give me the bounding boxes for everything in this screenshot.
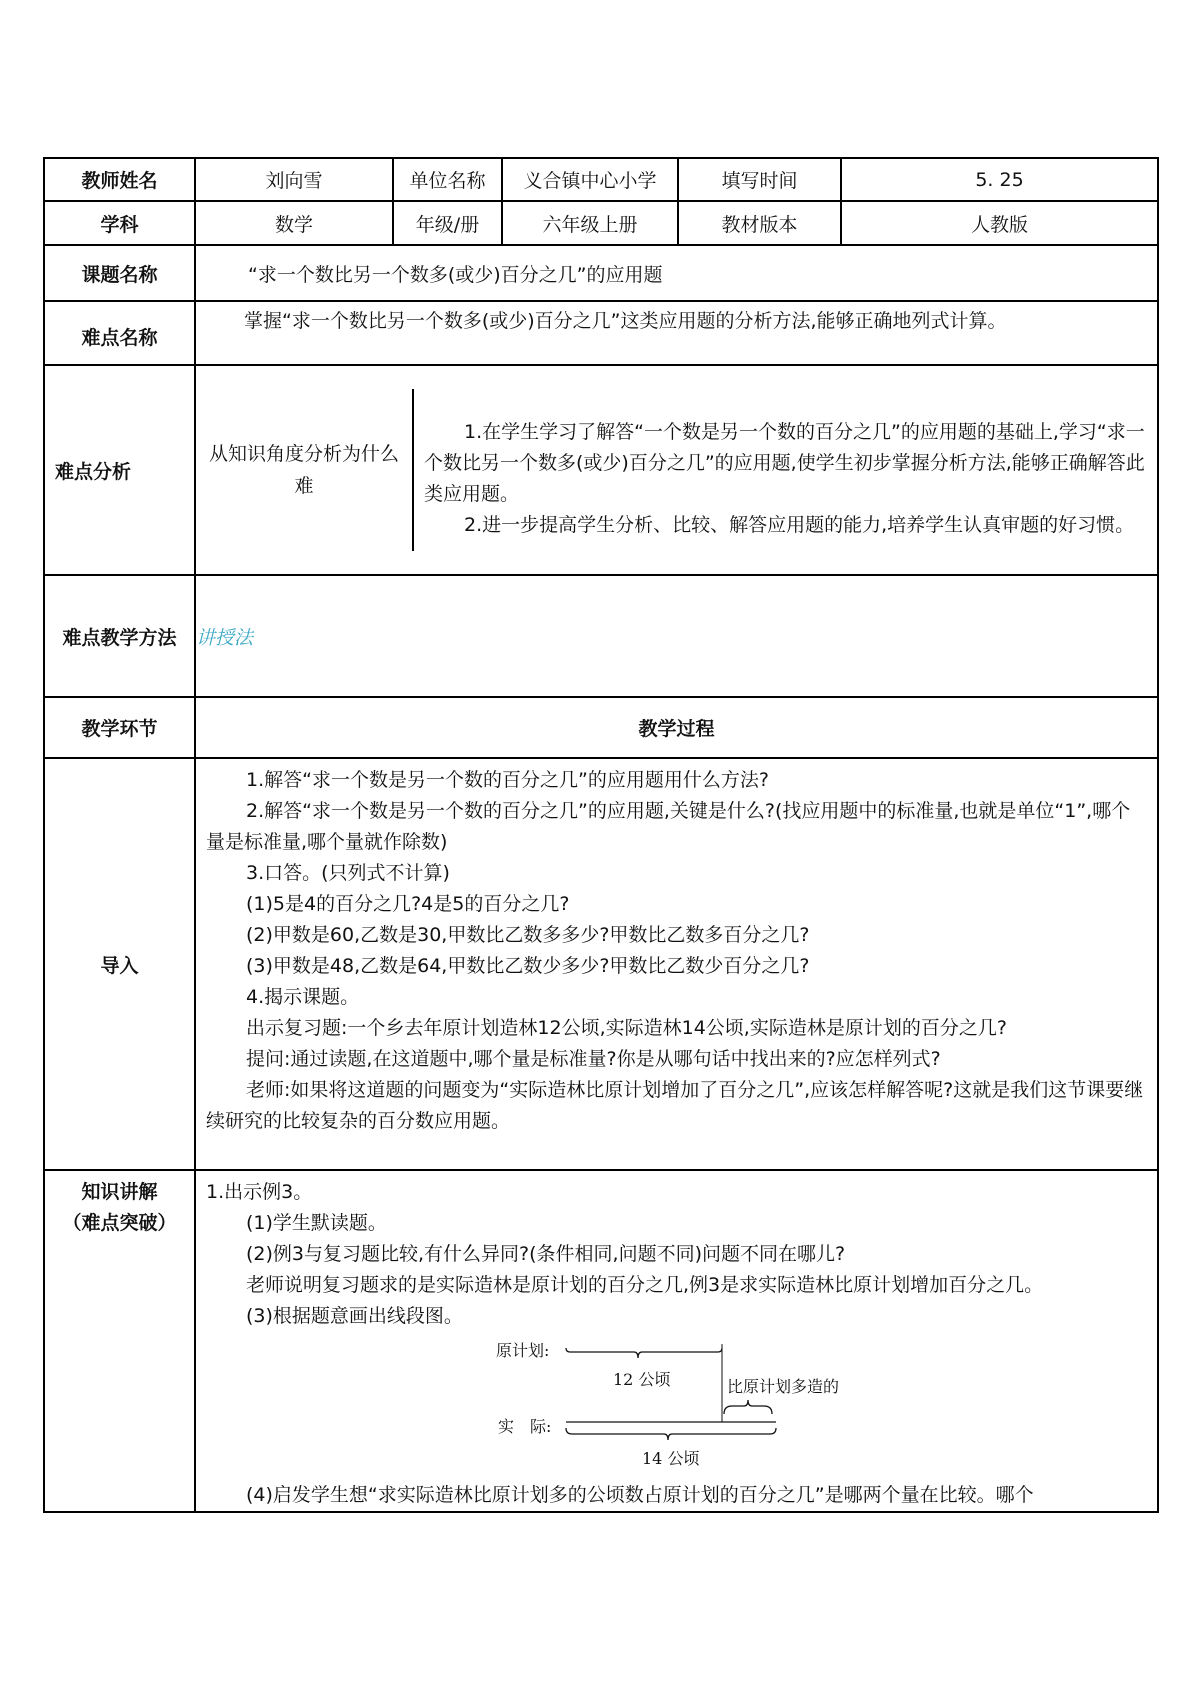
date-value: 5. 25 xyxy=(841,158,1158,201)
knowledge-line-3: (2)例3与复习题比较,有什么异同?(条件相同,问题不同)问题不同在哪儿? xyxy=(246,1243,846,1265)
process-label: 教学过程 xyxy=(195,697,1158,758)
unit-label: 单位名称 xyxy=(393,158,502,201)
analysis-row xyxy=(44,365,1158,575)
edition-label: 教材版本 xyxy=(678,201,841,245)
topic-row xyxy=(44,245,1158,301)
knowledge-line-5: (3)根据题意画出线段图。 xyxy=(246,1305,463,1327)
intro-line-6: (3)甲数是48,乙数是64,甲数比乙数少多少?甲数比乙数少百分之几? xyxy=(246,955,810,977)
actual-brace xyxy=(566,1428,776,1440)
plan-value: 12 公顷 xyxy=(613,1370,671,1389)
difficulty-row xyxy=(44,301,1158,365)
grade-label: 年级/册 xyxy=(393,201,502,245)
difficulty-value: 掌握“求一个数比另一个数多(或少)百分之几”这类应用题的分析方法,能够正确地列式计算。 xyxy=(244,310,1007,332)
method-row xyxy=(44,575,1158,697)
subject-label: 学科 xyxy=(44,201,195,245)
plan-brace xyxy=(566,1348,722,1358)
method-label: 难点教学方法 xyxy=(44,575,195,697)
intro-line-3: 3.口答。(只列式不计算) xyxy=(246,862,450,884)
subject-value: 数学 xyxy=(195,201,393,245)
knowledge-line-2: (1)学生默读题。 xyxy=(246,1212,387,1234)
analysis-paragraph-1: 1.在学生学习了解答“一个数是另一个数的百分之几”的应用题的基础上,学习“求一个数比另一个数多(或少)百分之几”的应用题,使学生初步掌握分析方法,能够正确解答此类应用题。 xyxy=(424,421,1145,505)
teacher-label: 教师姓名 xyxy=(44,158,195,201)
plan-label: 原计划: xyxy=(496,1341,550,1360)
topic-label: 课题名称 xyxy=(44,245,195,301)
header-row-2 xyxy=(44,201,1158,245)
analysis-paragraph-2: 2.进一步提高学生分析、比较、解答应用题的能力,培养学生认真审题的好习惯。 xyxy=(464,514,1135,536)
intro-line-7: 4.揭示课题。 xyxy=(246,986,360,1008)
actual-value: 14 公顷 xyxy=(642,1449,700,1468)
date-label: 填写时间 xyxy=(678,158,841,201)
intro-line-10: 老师:如果将这道题的问题变为“实际造林比原计划增加了百分之几”,应该怎样解答呢?这就是我们这节课要继续研究的比较复杂的百分数应用题。 xyxy=(206,1079,1144,1132)
analysis-sub-label: 从知识角度分析为什么难 xyxy=(196,389,413,551)
intro-line-5: (2)甲数是60,乙数是30,甲数比乙数多多少?甲数比乙数多百分之几? xyxy=(246,924,810,946)
method-value: 讲授法 xyxy=(195,575,1158,697)
analysis-label: 难点分析 xyxy=(44,365,195,575)
grade-value: 六年级上册 xyxy=(502,201,678,245)
topic-value: “求一个数比另一个数多(或少)百分之几”的应用题 xyxy=(195,245,1158,301)
intro-label: 导入 xyxy=(44,758,195,1170)
intro-line-2: 2.解答“求一个数是另一个数的百分之几”的应用题,关键是什么?(找应用题中的标准量,也就是单位“1”,哪个量是标准量,哪个量就作除数) xyxy=(206,800,1131,853)
intro-line-9: 提问:通过读题,在这道题中,哪个量是标准量?你是从哪句话中找出来的?应怎样列式? xyxy=(246,1048,941,1070)
actual-label: 实 际: xyxy=(498,1417,552,1436)
knowledge-row xyxy=(44,1170,1158,1512)
knowledge-line-1: 1.出示例3。 xyxy=(206,1181,313,1203)
knowledge-label-2: （难点突破） xyxy=(62,1212,177,1234)
intro-line-8: 出示复习题:一个乡去年原计划造林12公顷,实际造林14公顷,实际造林是原计划的百分之几? xyxy=(246,1017,1007,1039)
edition-value: 人教版 xyxy=(841,201,1158,245)
process-stage-label: 教学环节 xyxy=(44,697,195,758)
teacher-value: 刘向雪 xyxy=(195,158,393,201)
line-segment-diagram xyxy=(496,1334,916,1474)
lesson-plan-table xyxy=(43,157,1159,1513)
header-row-1 xyxy=(44,158,1158,201)
intro-row xyxy=(44,758,1158,1170)
difficulty-label: 难点名称 xyxy=(44,301,195,365)
intro-line-4: (1)5是4的百分之几?4是5的百分之几? xyxy=(246,893,570,915)
knowledge-label-1: 知识讲解 xyxy=(81,1181,158,1203)
knowledge-line-6: (4)启发学生想“求实际造林比原计划多的公顷数占原计划的百分之几”是哪两个量在比较。哪个 xyxy=(246,1484,1034,1506)
process-header-row xyxy=(44,697,1158,758)
extra-label: 比原计划多造的 xyxy=(727,1377,840,1396)
unit-value: 义合镇中心小学 xyxy=(502,158,678,201)
extra-brace xyxy=(724,1400,772,1414)
intro-line-1: 1.解答“求一个数是另一个数的百分之几”的应用题用什么方法? xyxy=(246,769,769,791)
knowledge-line-4: 老师说明复习题求的是实际造林是原计划的百分之几,例3是求实际造林比原计划增加百分之几。 xyxy=(246,1274,1044,1296)
analysis-inner-table xyxy=(196,389,1157,551)
